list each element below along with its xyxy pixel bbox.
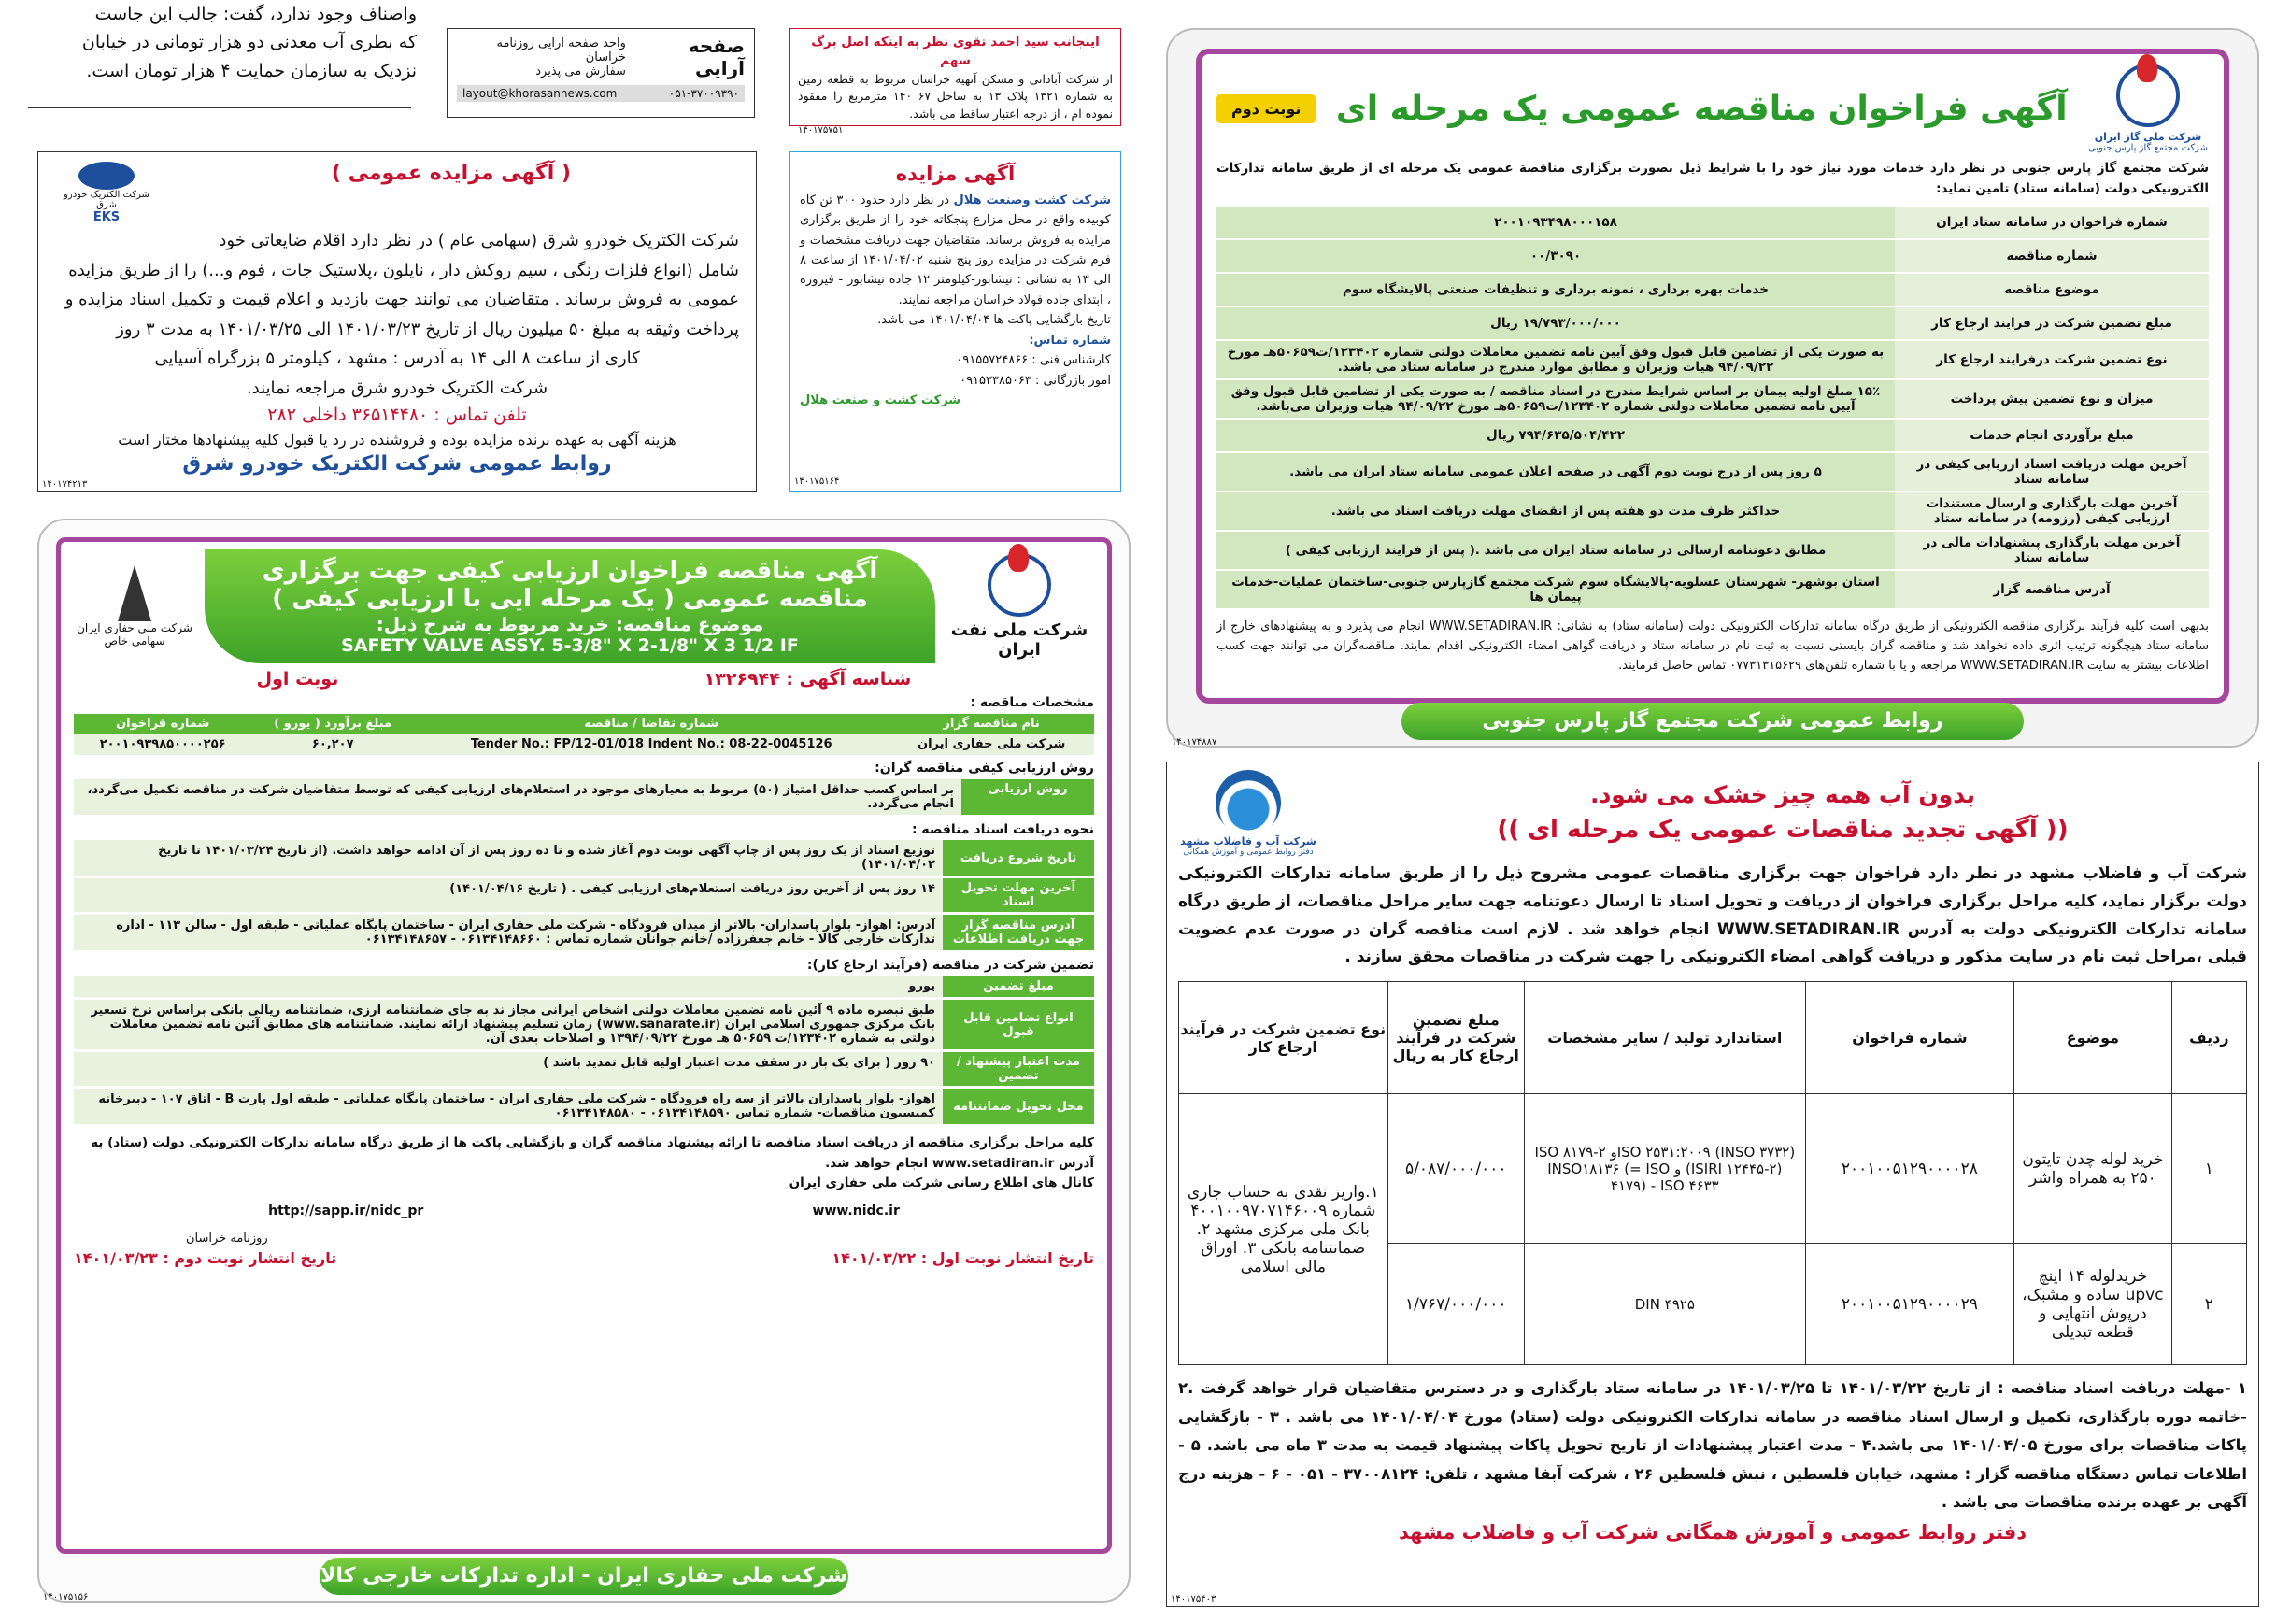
specs-value-cell: شرکت ملی حفاری ایران [889,734,1094,755]
specs-header-cell: شماره فراخوان [74,714,251,734]
water-header-cell: نوع تضمین شرکت در فرآیند ارجاع کار [1179,982,1388,1094]
hilal-body: در نظر دارد حدود ۳۰۰ تن کاه کوبیده واقع در محل مزارع پنجکاته خود را از طریق برگزاری مزایده به فروش برساند. متقاضیان جهت دریافت مشخصات و فرم شرکت در مزایده روز پنج شنبه ۱۴۰۱/۰۴/۰۲ از ساعت ۸ الی ۱۳ به نشانی : نیشابور-کیلومتر ۱۲ جاده نیشابور - فیروزه ، ابتدای جاده فولاد خراسان مراجعه نمایند. [800,192,1111,307]
gas-table-row [1216,571,2209,610]
khodro-signature: روابط عمومی شرکت الکتریک خودرو شرق [182,452,612,476]
row-label: انواع تضامین قابل قبول [943,1000,1094,1049]
gas-logo-sub: شرکت مجتمع گاز پارس جنوبی [2087,143,2209,153]
table-row [74,878,1094,912]
gas-row-key: مبلغ تضمین شرکت در فرایند ارجاع کار [1895,307,2209,339]
hilal-contact: امور بازرگانی : ۰۹۱۵۳۳۸۵۰۶۳ [960,373,1111,388]
specs-header-cell: نام مناقصه گزار [889,714,1094,734]
water-slogan: بدون آب همه چیز خشک می شود. [1589,781,1976,808]
eks-logo-abbr: EKS [92,210,121,224]
lost-share-body: از شرکت آبادانی و مسکن آتهیه خراسان مربوط به قطعه زمین به شماره ۱۳۲۱ پلاک ۱۳ به ساحل ۶۷ ۱۴۰ مترمربع را مفقود نموده ام ، از درجه اعتبار ساقط می باشد. [798,71,1114,121]
nioc-logo-text: شرکت ملی نفت ایران [950,620,1088,660]
lost-share-title: اینجانب سید احمد تقوی نظر به اینکه اصل برگ سهم [811,35,1100,69]
table-row [74,976,1094,997]
nigc-logo-icon [2116,64,2180,127]
gas-row-key: آخرین مهلت دریافت اسناد ارزیابی کیفی در سامانه ستاد [1895,453,2209,491]
ad-code: ۱۴۰۱۷۵۷۵۱ [798,124,844,135]
gas-row-key: آخرین مهلت بارگذاری پیشنهادات مالی در سامانه ستاد [1895,532,2209,569]
article-divider [28,107,411,108]
row-value: توزیع اسناد از یک روز پس از چاپ آگهی نوبت دوم آغاز شده و تا ده روز پس از آن ادامه خواهد داشت. (از تاریخ ۱۴۰۱/۰۳/۲۴ تا تاریخ ۱۴۰۱/۰۴/۰۲) [74,840,943,876]
khodro-body-line: کاری از ساعت ۸ الی ۱۴ به آدرس : مشهد ، کیلومتر ۵ بزرگراه آسیایی [154,349,640,368]
khodro-auction-title: ( آگهی مزایده عمومی ) [331,162,571,185]
water-cell-std: ISO ۲۵۳۱:۲۰۰۹ (INSO ۳۷۳۲)و ISO ۸۱۷۹-۲ (ISIRI ۱۲۴۴۵-۲) و INSO۱۸۱۳۶ (= ISO ۴۱۷۹) - ISO ۴۶۳۳ [1525,1094,1806,1244]
oil-rig-icon [118,565,151,621]
eks-logo-icon [78,162,135,190]
drilling-note: کلیه مراحل برگزاری مناقصه از دریافت اسناد مناقصه تا ارائه پیشنهاد مناقصه گران و بازگشایی پاکت ها از طریق درگاه سامانه تدارکات الکترونیکی دولت (ستاد) به آدرس www.setadiran.ir انجام خواهد شد. [91,1135,1094,1171]
ad-code: ۱۴۰۱۷۵۱۶۴ [794,476,840,487]
drilling-ad-id: شناسه آگهی : ۱۳۲۶۹۴۴ [704,669,912,690]
specs-value-cell: ۲۰۰۱۰۹۳۹۸۵۰۰۰۰۲۵۶ [74,734,251,755]
gas-signature: روابط عمومی شرکت مجتمع گاز پارس جنوبی [1401,703,2024,740]
hilal-contact: کارشناس فنی : ۰۹۱۵۵۷۲۴۸۶۶ [956,353,1111,368]
row-label: آدرس مناقصه گزار جهت دریافت اطلاعات [943,915,1094,950]
drilling-subject-en: SAFETY VALVE ASSY. 5-3/8" X 2-1/8" X 3 1/2 IF [341,635,799,656]
gas-tender-title: آگهی فراخوان مناقصه عمومی یک مرحله ای [1335,89,2068,128]
row-value: یورو [74,976,943,997]
khodro-body-line: عمومی به فروش برساند . متقاضیان می توانند جهت بازدید و اعلام قیمت و تکمیل اسناد مزایده و [64,290,739,309]
gas-footer: بدیهی است کلیه فرآیند برگزاری مناقصه الکترونیکی از طریق درگاه سامانه تدارکات الکترونیکی دولت (سامانه ستاد) به نشانی: WWW.SETADIRAN.IR انجام می پذیرد و به پیشنهادهای خارج از سامانه ستاد هیچگونه ترتیب اثری داده نخواهد شد و مناقصه گران بایستی نسبت به ثبت نام در سامانه ستاد و دریافت گواهی امضاء الکترونیکی اقدام نمایند. مناقصه‌گران می توانند جهت کسب اطلاعات بیشتر به سایت WWW.SETADIRAN.IR مراجعه و یا با شماره تلفن‌های ۰۷۷۳۱۳۱۵۶۲۹ تماس حاصل فرمایند. [1216,620,2210,673]
water-title: (( آگهی تجدید مناقصات عمومی یک مرحله ای )) [1497,816,2069,844]
layout-ad-email[interactable]: layout@khorasannews.com [462,87,618,100]
nidc-logo-text: شرکت ملی حفاری ایران [77,621,192,634]
layout-ad-line: سفارش می پذیرد [535,64,626,78]
table-row [74,1089,1094,1124]
hilal-signature: شرکت کشت و صنعت هلال [800,393,961,408]
article-line: نزدیک به سازمان حمایت ۴ هزار تومان است. [86,60,417,81]
water-cell-n: ۲ [2171,1244,2246,1365]
water-tender-ad [1166,762,2259,1607]
khodro-body-line: پرداخت وثیقه به مبلغ ۵۰ میلیون ریال از تاریخ ۱۴۰۱/۰۳/۲۳ الی ۱۴۰۱/۰۳/۲۵ به مدت ۳ روز [116,319,739,339]
drilling-guarantee-table [74,976,1094,1124]
hilal-auction-title: آگهی مزایده [895,163,1016,185]
specs-value-cell: Tender No.: FP/12-01/018 Indent No.: 08-22-0045126 [414,734,889,755]
drilling-note: کانال های اطلاع رسانی شرکت ملی حفاری ایران [789,1175,1094,1191]
row-label: مبلغ تضمین [943,976,1094,997]
lost-share-notice [789,28,1121,135]
gas-row-value: خدمات بهره برداری ، نمونه برداری و تنظیفات صنعتی پالایشگاه سوم [1216,274,1895,306]
specs-value-cell: ۶۰,۲۰۷ [251,734,414,755]
gas-badge: نوبت دوم [1216,94,1316,123]
gas-row-value: مطابق دعوتنامه ارسالی در سامانه ستاد ایران می باشد .( پس از فرایند ارزیابی کیفی ) [1216,532,1895,569]
row-label: آخرین مهلت تحویل اسناد [943,878,1094,912]
drilling-eval-val: بر اساس کسب حداقل امتیاز (۵۰) مربوط به معیارهای موجود در استعلام‌های ارزیابی کیفی که توسط متقاضیان شرکت در مناقصه تکمیل می‌گردد، انجام می‌گردد. [74,779,961,815]
drilling-title-l2: مناقصه عمومی ( یک مرحله ایی با ارزیابی کیفی ) [272,585,868,613]
gas-table-row [1216,341,2209,380]
row-label: محل تحویل ضمانتنامه [943,1089,1094,1124]
gas-row-value: ۱۵٪ مبلغ اولیه پیمان بر اساس شرایط مندرج در اسناد مناقصه / به صورت یکی از تضامین قابل قبول وفق آیین نامه تضمین معاملات دولتی شماره ۱۲۳۴۰۲/ت۵۰۶۵۹هـ مورخ ۹۴/۰۹/۲۲ هیات وزیران می‌باشد. [1216,380,1895,418]
gas-table-row [1216,207,2209,240]
row-label: تاریخ شروع دریافت [943,840,1094,876]
table-row [74,1052,1094,1086]
gas-table-row [1216,453,2209,492]
abfa-logo [1178,770,1318,857]
gas-row-key: موضوع مناقصه [1895,274,2209,306]
article-line: که بطری آب معدنی دو هزار تومانی در خیابان [81,32,417,53]
drilling-date1: تاریخ انتشار نوبت اول : ۱۴۰۱/۰۳/۲۲ [832,1248,1094,1267]
nioc-logo-icon [988,553,1051,617]
nidc-logo [74,565,195,648]
article-snippet [24,0,417,103]
gas-tender-table [1216,207,2209,610]
row-value: ۹۰ روز ( برای یک بار در سقف مدت اعتبار اولیه قابل تمدید باشد ) [74,1052,943,1086]
table-row [74,840,1094,876]
drilling-eval-label: روش ارزیابی کیفی مناقصه گران: [875,761,1094,776]
water-signature: دفتر روابط عمومی و آموزش همگانی شرکت آب و فاضلاب مشهد [1398,1520,2027,1544]
abfa-logo-sub: دفتر روابط عمومی و آموزش همگانی [1183,848,1314,857]
gas-table-row [1216,532,2209,571]
gas-table-row [1216,420,2209,453]
gas-intro: شرکت مجتمع گاز پارس جنوبی در نظر دارد خدمات مورد نیاز خود را با شرایط ذیل بصورت برگزاری مناقصة عمومی یک مرحله ای از طریق سامانه تدارکات الکترونیکی دولت (سامانه ستاد) تامین نماید: [1216,161,2209,196]
water-header-cell: موضوع [2014,982,2171,1094]
water-header-cell: شماره فراخوان [1805,982,2014,1094]
water-header-cell: ردیف [2171,982,2246,1094]
row-value: طبق تبصره ماده ۹ آئین نامه تضمین معاملات دولتی اشخاص ایرانی مجاز ند به جای ضمانتنامه ارزی، ضمانتنامه ریالی بانکی براساس نرخ تسعیر بانک مرکزی جمهوری اسلامی ایران (www.sanarate.ir) زمان تسلیم پیشنهاد ارائه نمایند. ضمانتنامه های مطابق آئین نامه تضمین معاملات دولتی به شماره ۱۲۳۴۰۲/ت ۵۰۶۵۹ هـ مورخ ۱۳۹۴/۰۹/۲۲ و اصلاحات بعدی آن. [74,1000,943,1049]
gas-tender-ad [1166,28,2259,748]
eks-logo-text: شرکت الکتریک خودرو شرق [64,190,149,210]
gas-row-key: آدرس مناقصه گزار [1895,571,2209,608]
layout-ad-line: واحد صفحه آرایی روزنامه خراسان [496,36,626,64]
hilal-auction-ad [789,151,1121,492]
gas-logo [2087,64,2209,153]
water-cell-subject: خریدلوله ۱۴ اینچ upvc ساده و مشبک، درپوش انتهایی و قطعه تبدیلی [2014,1244,2171,1365]
ad-code: ۱۴۰۱۷۵۱۵۶ [43,1592,89,1603]
ad-code: ۱۴۰۱۷۴۸۸۷ [1172,737,1217,748]
drilling-tender-ad [37,519,1131,1603]
khodro-auction-ad [37,151,757,492]
nidc-logo-sub: سهامی خاص [104,634,165,648]
eks-logo [55,162,158,224]
drilling-newspaper: روزنامه خراسان [186,1231,268,1246]
drilling-guarantee-label: تضمین شرکت در مناقصه (فرآیند ارجاع کار): [806,958,1094,973]
gas-row-value: ۷۹۴/۶۳۵/۵۰۴/۴۲۲ ریال [1216,420,1895,451]
gas-table-row [1216,274,2209,307]
drilling-date2: تاریخ انتشار نوبت دوم : ۱۴۰۱/۰۳/۲۳ [74,1248,337,1267]
drilling-badge: نوبت اول [256,669,339,690]
water-cell-amount: ۵/۰۸۷/۰۰۰/۰۰۰ [1387,1094,1524,1244]
gas-row-key: آخرین مهلت بارگذاری و ارسال مستندات ارزیابی کیفی (رزومه) در سامانه ستاد [1895,492,2209,530]
specs-header-cell: مبلغ برآورد ( یورو ) [251,714,414,734]
drilling-link[interactable]: www.nidc.ir [812,1203,900,1218]
gas-table-row [1216,240,2209,274]
gas-row-key: نوع تضمین شرکت درفرایند ارجاع کار [1895,341,2209,378]
gas-row-value: ۱۹/۷۹۳/۰۰۰/۰۰۰ ریال [1216,307,1895,339]
water-cell-call: ۲۰۰۱۰۰۵۱۲۹۰۰۰۰۲۸ [1805,1094,2014,1244]
khodro-body-line: شرکت الکتریک خودرو شرق (سهامی عام ) در نظر دارد اقلام ضایعاتی خود [219,231,739,250]
gas-row-key: مبلغ برآوردی انجام خدمات [1895,420,2209,451]
article-line: واصناف وجود ندارد، گفت: جالب این جاست [94,4,417,24]
khodro-body-line: شامل (انواع فلزات رنگی ، سیم روکش دار ، نایلون ،پلاستیک جات ، فوم و...) را از طریق مزایده [68,260,739,280]
gas-row-key: شماره فراخوان در سامانه ستاد ایران [1895,207,2209,238]
water-cell-n: ۱ [2171,1094,2246,1244]
gas-row-value: ۲۰۰۱۰۹۳۴۹۸۰۰۰۱۵۸ [1216,207,1895,238]
drilling-receive-label: نحوه دریافت اسناد مناقصه : [911,822,1094,837]
gas-row-key: شماره مناقصه [1895,240,2209,272]
row-value: آدرس: اهواز- بلوار پاسداران- بالاتر از میدان فرودگاه - شرکت ملی حفاری ایران - ساختمان پایگاه عملیاتی - طبقه اول - سالن ۱۱۳ - اداره تدارکات خارجی کالا - خانم جعفرزاده /خانم جوانان شماره تماس : ۰۶۱۳۴۱۴۸۶۶۰ - ۰۶۱۳۴۱۴۸۶۵۷ [74,915,943,950]
layout-ad-box [447,28,755,118]
drilling-title-l1: آگهی مناقصه فراخوان ارزیابی کیفی جهت برگزاری [262,557,878,585]
water-cell-std: DIN ۴۹۲۵ [1525,1244,1806,1365]
water-footer: ۱ -مهلت دریافت اسناد مناقصه : از تاریخ ۱۴۰۱/۰۳/۲۲ تا ۱۴۰۱/۰۳/۲۵ در سامانه ستاد بارگذاری و در دسترس متقاضیان قرار خواهد گرفت .۲ -خاتمه دوره بارگذاری، تکمیل و ارسال اسناد مناقصه در سامانه تدارکات الکترونیکی دولت (ستاد) مورخ ۱۴۰۱/۰۴/۰۴ می باشد . ۳ - بازگشایی پاکات مناقصات برای مورخ ۱۴۰۱/۰۴/۰۵ می باشد.۴ - مدت اعتبار پیشنهادات از تاریخ تحویل پاکات پیشنهاد قیمت به مدت ۳ ماه می باشد. ۵ - اطلاعات تماس دستگاه مناقصه گزار : مشهد، خیابان فلسطین ، نبش فلسطین ۲۶ ، شرکت آبفا مشهد ، تلفن: ۳۷۰۰۸۱۲۴ - ۰۵۱ - ۶ - هزینه درج آگهی بر عهده برنده مناقصات می باشد . [1178,1379,2247,1512]
water-guarantee-type: ۱.واریز نقدی به حساب جاری شماره ۴۰۰۱۰۰۹۷۰۷۱۴۶۰۰۹ بانک ملی مرکزی مشهد ۲. ضمانتنامه بانکی ۳. اوراق مالی اسلامی [1179,1094,1388,1365]
water-intro: شرکت آب و فاضلاب مشهد در نظر دارد فراخوان جهت برگزاری مناقصات عمومی مشروح ذیل را از طریق سامانه تدارکات الکترونیکی دولت برگزار نماید، کلیه مراحل برگزاری فراخوان از دریافت و تحویل اسناد تا ارسال دعوتنامه جهت سایر مراحل مناقصات، از طریق درگاه سامانه تدارکات الکترونیکی دولت به آدرس WWW.SETADIRAN.IR انجام خواهد شد . لازم است مناقصه گران در صورت عدم عضویت قبلی ،مراحل ثبت نام در سایت مذکور و دریافت گواهی امضاء الکترونیکی را جهت شرکت در مناقصات محقق سازند . [1178,864,2247,967]
drilling-specs-label: مشخصات مناقصه : [970,695,1094,710]
gas-row-key: میزان و نوع تضمین پیش پرداخت [1895,380,2209,418]
khodro-phone: تلفن تماس : ۳۶۵۱۴۴۸۰ داخلی ۲۸۲ [267,405,527,425]
water-tender-table [1178,981,2247,1365]
layout-ad-title: صفحه آرایی [688,35,745,79]
layout-ad-phone: ۰۵۱-۳۷۰۰۹۳۹۰ [668,87,739,100]
gas-row-value: حداکثر ظرف مدت دو هفته پس از انقضای مهلت دریافت اسناد می باشد. [1216,492,1895,530]
row-label: مدت اعتبار پیشنهاد / تضمین [943,1052,1094,1086]
row-value: اهواز- بلوار پاسداران بالاتر از سه راه فرودگاه - شرکت ملی حفاری ایران - ساختمان پایگاه عملیاتی - طبقه اول پارت B - اتاق ۱۰۷ - دبیرخانه کمیسیون مناقصات- شماره تماس ۰۶۱۳۴۱۴۸۵۹۰ - ۰۶۱۳۴۱۴۸۵۸۰ [74,1089,943,1124]
water-cell-amount: ۱/۷۶۷/۰۰۰/۰۰۰ [1387,1244,1524,1365]
drilling-eval-key: روش ارزیابی [961,779,1094,815]
drilling-specs-table [74,714,1094,755]
khodro-body-line: شرکت الکتریک خودرو شرق مراجعه نمایند. [246,378,548,398]
hilal-company: شرکت کشت وصنعت هلال [953,192,1111,207]
gas-row-value: استان بوشهر- شهرستان عسلویه-پالایشگاه سوم شرکت مجتمع گازپارس جنوبی-ساختمان عملیات-خدمات پیمان ها [1216,571,1895,608]
water-drop-icon [1216,770,1281,835]
hilal-deadline: تاریخ بازگشایی پاکت ها ۱۴۰۱/۰۴/۰۴ می باشد. [877,313,1111,328]
gas-row-value: ۰۰/۳۰۹۰ [1216,240,1895,272]
water-header-cell: استاندارد تولید / سایر مشخصات [1525,982,1806,1094]
table-row [74,915,1094,950]
abfa-logo-text: شرکت آب و فاضلاب مشهد [1180,835,1316,848]
drilling-signature: شرکت ملی حفاری ایران - اداره تدارکات خارجی کالا [320,1558,848,1595]
ad-code: ۱۴۰۱۷۵۴۰۳ [1171,1594,1216,1604]
water-header-cell: مبلغ تضمین شرکت در فرآیند ارجاع کار به ریال [1387,982,1524,1094]
specs-header-cell: شماره تقاضا / مناقصه [414,714,889,734]
hilal-contact-title: شماره تماس: [1029,333,1111,348]
drilling-subject: موضوع مناقصه: خرید مربوط به شرح ذیل: [376,613,764,635]
khodro-footer: هزینه آگهی به عهده برنده مزایده بوده و فروشنده در رد یا قبول کلیه پیشنهادها مختار است [118,431,676,449]
water-cell-call: ۲۰۰۱۰۰۵۱۲۹۰۰۰۰۲۹ [1805,1244,2014,1365]
gas-table-row [1216,492,2209,532]
nioc-logo [945,553,1094,660]
row-value: ۱۴ روز پس از آخرین روز دریافت استعلام‌های ارزیابی کیفی . ( تاریخ ۱۴۰۱/۰۴/۱۶) [74,878,943,912]
gas-row-value: به صورت یکی از تضامین قابل قبول وفق آیین نامه تضمین معاملات دولتی شماره ۱۲۳۴۰۲/ت۵۰۶۵۹هـ مورخ ۹۴/۰۹/۲۲ هیات وزیران و مطابق موارد مندرج در سامانه ستاد می باشد. [1216,341,1895,378]
table-row [74,1000,1094,1049]
gas-table-row [1216,380,2209,420]
drilling-receive-table [74,840,1094,950]
gas-row-value: ۵ روز پس از درج نوبت دوم آگهی در صفحه اعلان عمومی سامانه ستاد ایران می باشد. [1216,453,1895,491]
ad-code: ۱۴۰۱۷۴۲۱۳ [42,479,88,490]
drilling-title-banner [205,549,935,663]
gas-logo-text: شرکت ملی گاز ایران [2094,131,2202,143]
drilling-link[interactable]: http://sapp.ir/nidc_pr [268,1203,424,1218]
water-cell-subject: خرید لوله چدن تایتون ۲۵۰ به همراه واشر [2014,1094,2171,1244]
gas-table-row [1216,307,2209,341]
